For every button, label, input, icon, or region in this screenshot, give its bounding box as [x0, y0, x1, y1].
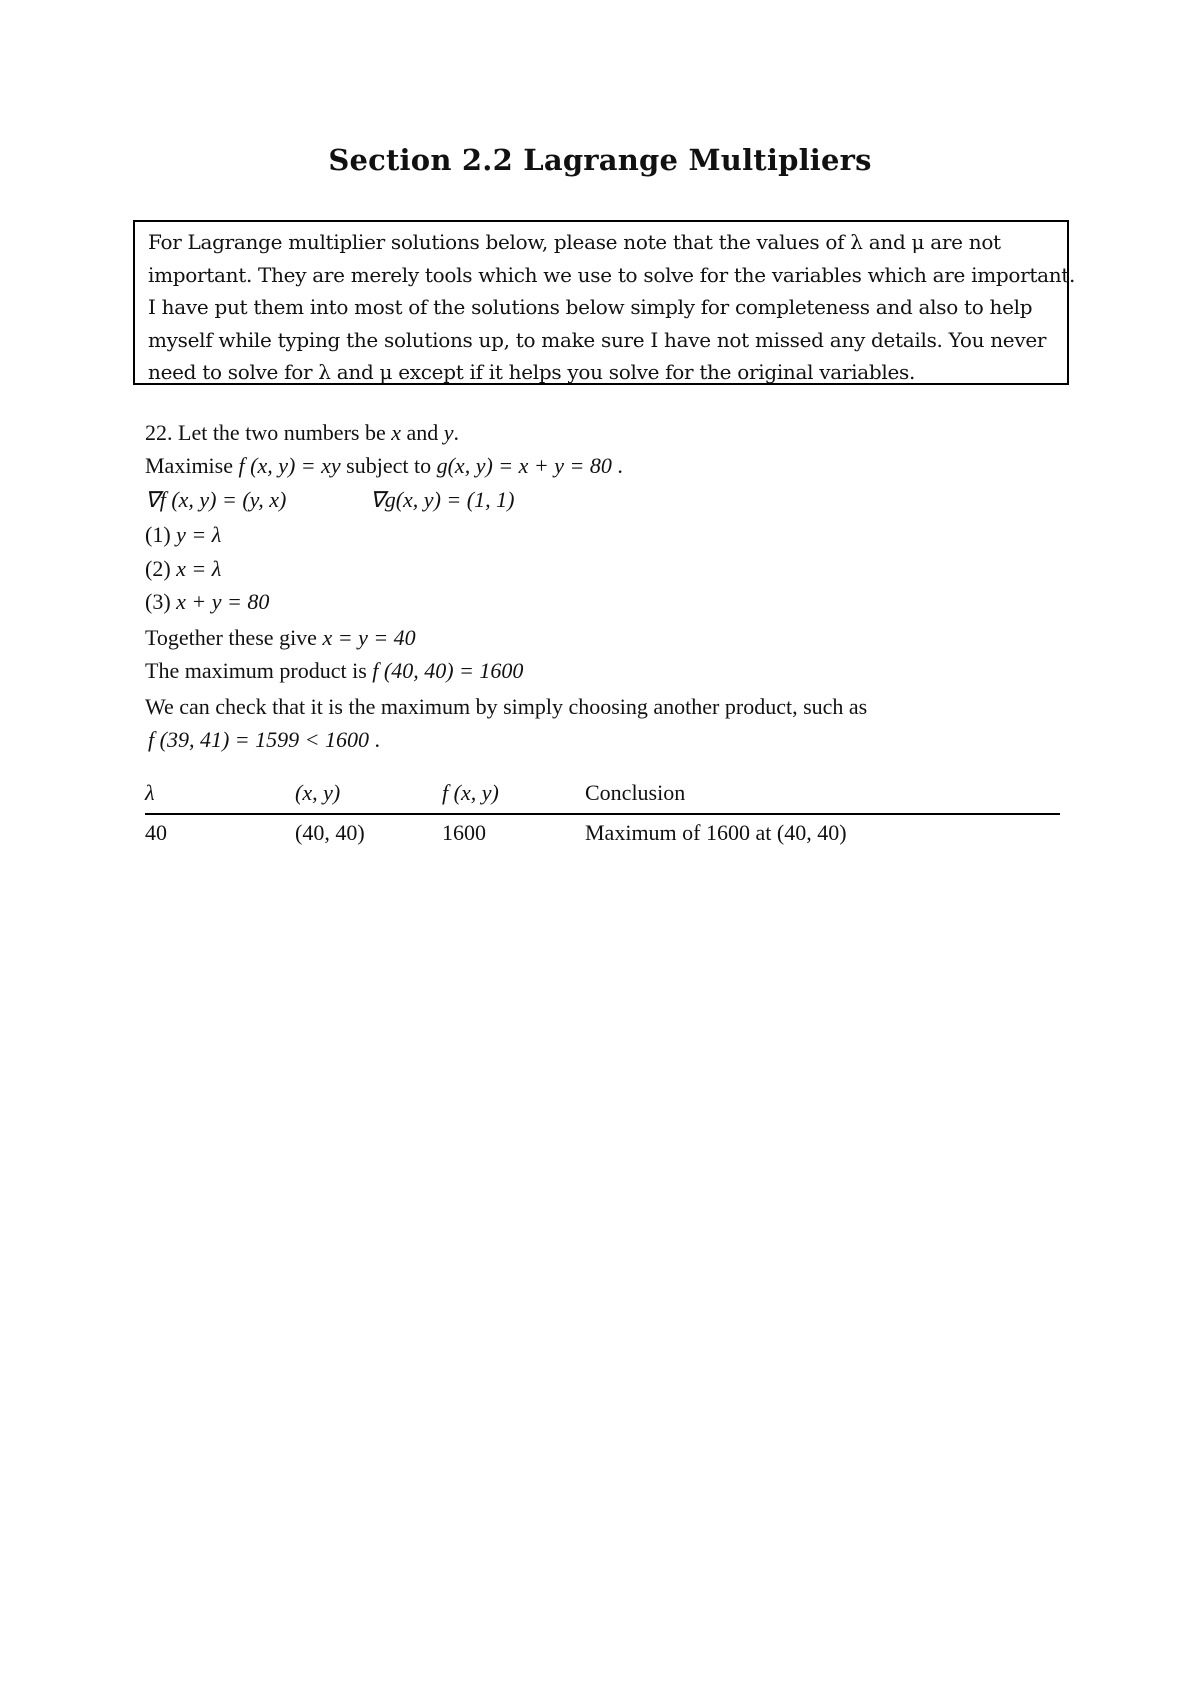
- equation-label: (2): [145, 556, 177, 581]
- note-line: important. They are merely tools which we use to solve for the variables which are important.: [148, 262, 1076, 287]
- check-equation: f (39, 41) = 1599 < 1600: [148, 727, 369, 752]
- check-text: We can check that it is the maximum by simply choosing another product, such as: [145, 694, 868, 719]
- table-header-conclusion: Conclusion: [585, 780, 686, 805]
- max-product-line: [145, 658, 523, 684]
- equation-body: x + y = 80: [176, 589, 270, 614]
- equation-label: (1): [145, 522, 177, 547]
- table-header-point: (x, y): [295, 780, 341, 805]
- note-box: [133, 220, 1076, 385]
- table-cell-value: 1600: [442, 820, 486, 845]
- maximise-line: [145, 453, 623, 479]
- objective-equation: f (x, y) = xy: [238, 453, 341, 478]
- check-line: [145, 694, 867, 720]
- equation-body: y = λ: [176, 522, 222, 547]
- table-cell-conclusion: Maximum of 1600 at (40, 40): [585, 820, 847, 845]
- note-line: need to solve for λ and μ except if it helps you solve for the original variables.: [148, 360, 916, 384]
- equation-label: (3): [145, 589, 177, 614]
- table-header-rule: [145, 813, 1060, 815]
- problem-intro: [145, 420, 459, 446]
- gradient-line: [145, 487, 286, 513]
- equation-1: [145, 522, 221, 548]
- constraint-equation: g(x, y) = x + y = 80: [436, 453, 612, 478]
- intro-end: .: [453, 420, 460, 445]
- maximise-label: Maximise: [145, 453, 239, 478]
- intro-y: y: [443, 420, 454, 445]
- note-line: For Lagrange multiplier solutions below, please note that the values of λ and μ are not: [148, 230, 1001, 254]
- constraint-end: .: [611, 453, 623, 478]
- intro-prefix: 22. Let the two numbers be: [145, 420, 392, 445]
- check-end: .: [368, 727, 380, 752]
- check-equation-line: [148, 727, 380, 753]
- equation-2: [145, 556, 221, 582]
- together-equation: x = y = 40: [322, 625, 416, 650]
- note-line: I have put them into most of the solutions below simply for completeness and also to help: [148, 295, 1033, 319]
- gradient-line: [370, 487, 514, 513]
- equation-body: x = λ: [176, 556, 222, 581]
- table-cell-point: (40, 40): [295, 820, 365, 845]
- table-header-value: f (x, y): [442, 780, 499, 805]
- note-line: myself while typing the solutions up, to make sure I have not missed any details. You never: [148, 327, 1047, 352]
- equation-3: [145, 589, 269, 615]
- together-prefix: Together these give: [145, 625, 323, 650]
- table-header-lambda: λ: [145, 780, 155, 805]
- together-line: [145, 625, 416, 651]
- gradient-g: ∇g(x, y) = (1, 1): [370, 487, 515, 512]
- intro-x: x: [391, 420, 401, 445]
- page-title: Section 2.2 Lagrange Multipliers: [328, 143, 872, 177]
- intro-and: and: [401, 420, 444, 445]
- subject-to-label: subject to: [340, 453, 437, 478]
- max-equation: f (40, 40) = 1600: [372, 658, 524, 683]
- max-prefix: The maximum product is: [145, 658, 373, 683]
- gradient-f: ∇f (x, y) = (y, x): [145, 487, 287, 512]
- table-cell-lambda: 40: [145, 820, 167, 845]
